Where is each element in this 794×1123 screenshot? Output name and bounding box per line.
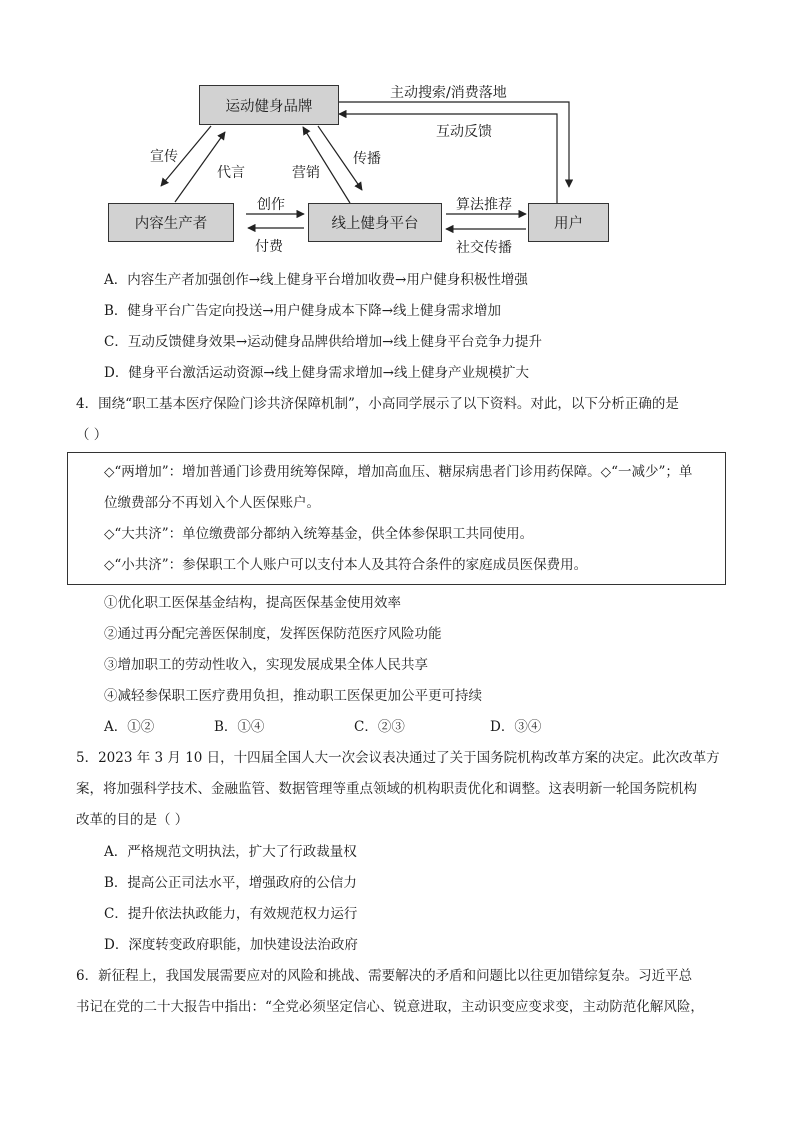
node-producer: 内容生产者 <box>108 203 234 242</box>
q6-stem-line: 书记在党的二十大报告中指出：“全党必须坚定信心、锐意进取，主动识变应变求变，主动防范化解风险， <box>76 999 704 1015</box>
label-pay: 付费 <box>255 239 283 255</box>
q4-material-line: ◇“小共济”：参保职工个人账户可以支付本人及其符合条件的家庭成员医保费用。 <box>104 557 588 573</box>
node-platform: 线上健身平台 <box>308 203 442 242</box>
q4-material-line: 位缴费部分不再划入个人医保账户。 <box>104 495 320 511</box>
q4-stem-line2: （ ） <box>76 427 108 443</box>
q5-stem-line: 5．2023 年 3 月 10 日，十四届全国人大一次会议表决通过了关于国务院机构改革方案的决定。此次改革方 <box>76 750 720 766</box>
q4-choice-d: D．③④ <box>490 719 542 735</box>
q3-option-d: D．健身平台激活运动资源→线上健身需求增加→线上健身产业规模扩大 <box>104 365 529 381</box>
label-spread: 传播 <box>353 151 381 167</box>
q4-statement-3: ③增加职工的劳动性收入，实现发展成果全体人民共享 <box>104 657 428 673</box>
label-endorse: 代言 <box>217 165 245 181</box>
q5-option-a: A．严格规范文明执法，扩大了行政裁量权 <box>104 844 357 860</box>
node-brand: 运动健身品牌 <box>199 85 339 125</box>
q5-option-d: D．深度转变政府职能，加快建设法治政府 <box>104 937 358 953</box>
q4-material-line: ◇“两增加”：增加普通门诊费用统筹保障，增加高血压、糖尿病患者门诊用药保障。◇“一减少”；单 <box>104 464 693 480</box>
q4-statement-2: ②通过再分配完善医保制度，发挥医保防范医疗风险功能 <box>104 626 442 642</box>
q5-stem-line: 案，将加强科学技术、金融监管、数据管理等重点领域的机构职责优化和调整。这表明新一轮国务院机构 <box>76 781 697 797</box>
label-promote: 宣传 <box>150 149 178 165</box>
arrow-brand-to-user <box>337 102 569 187</box>
label-social-spread: 社交传播 <box>456 240 512 256</box>
q6-stem-line: 6．新征程上，我国发展需要应对的风险和挑战、需要解决的矛盾和问题比以往更加错综复杂。习近平总 <box>76 968 693 984</box>
q3-option-c: C．互动反馈健身效果→运动健身品牌供给增加→线上健身平台竞争力提升 <box>104 334 542 350</box>
node-user: 用户 <box>528 203 609 242</box>
q5-option-b: B．提高公正司法水平，增强政府的公信力 <box>104 875 357 891</box>
label-marketing: 营销 <box>292 165 320 181</box>
label-interactive-feedback: 互动反馈 <box>436 124 492 140</box>
label-algorithm: 算法推荐 <box>456 197 512 213</box>
label-search-consume: 主动搜索/消费落地 <box>390 85 507 101</box>
q4-stem-line1: 4．围绕“职工基本医疗保险门诊共济保障机制”，小高同学展示了以下资料。对此，以下分析正确的是 <box>76 396 679 412</box>
q5-stem-line: 改革的目的是（ ） <box>76 812 189 828</box>
q4-statement-4: ④减轻参保职工医疗费用负担，推动职工医保更加公平更可持续 <box>104 688 482 704</box>
q4-material-line: ◇“大共济”：单位缴费部分都纳入统筹基金，供全体参保职工共同使用。 <box>104 526 534 542</box>
q3-option-a: A．内容生产者加强创作→线上健身平台增加收费→用户健身积极性增强 <box>104 272 528 288</box>
q3-option-b: B．健身平台广告定向投送→用户健身成本下降→线上健身需求增加 <box>104 303 502 319</box>
label-create: 创作 <box>257 197 285 213</box>
q4-choice-c: C．②③ <box>354 719 405 735</box>
q5-option-c: C．提升依法执政能力，有效规范权力运行 <box>104 906 358 922</box>
q4-choice-a: A．①② <box>104 719 155 735</box>
q4-statement-1: ①优化职工医保基金结构，提高医保基金使用效率 <box>104 595 401 611</box>
q4-choice-b: B．①④ <box>214 719 265 735</box>
